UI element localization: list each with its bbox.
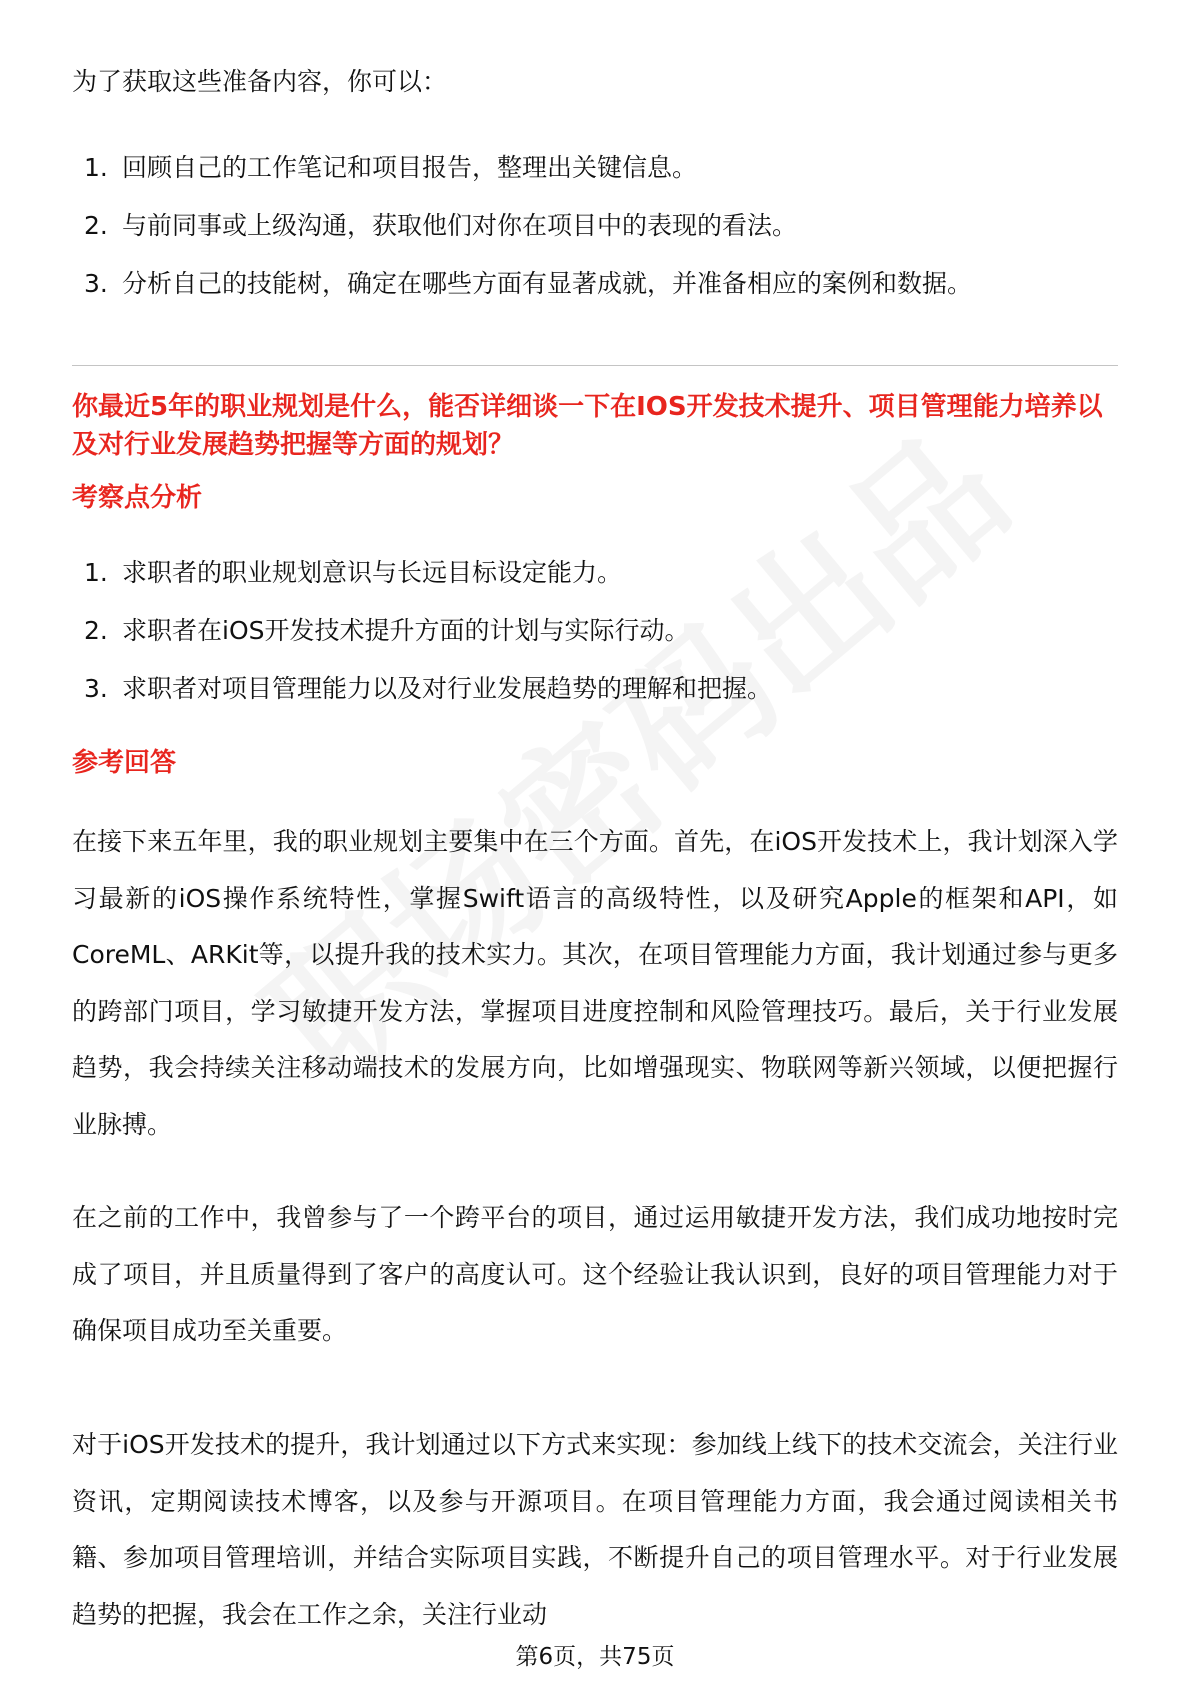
list-item <box>84 555 1114 613</box>
list-item-text: 与前同事或上级沟通，获取他们对你在项目中的表现的看法。 <box>122 211 798 240</box>
list-item-text: 求职者的职业规划意识与长远目标设定能力。 <box>122 558 623 587</box>
list-item-text: 求职者对项目管理能力以及对行业发展趋势的理解和把握。 <box>122 674 773 703</box>
list-item-text: 求职者在iOS开发技术提升方面的计划与实际行动。 <box>122 616 690 645</box>
answer-heading: 参考回答 <box>72 748 177 778</box>
list-item <box>84 150 1114 208</box>
answer-paragraph: 对于iOS开发技术的提升，我计划通过以下方式来实现：参加线上线下的技术交流会，关注行业资讯，定期阅读技术博客，以及参与开源项目。在项目管理能力方面，我会通过阅读相关书籍、参加项目管理培训，并结合实际项目实践，不断提升自己的项目管理水平。对于行业发展趋势的把握，我会在工作之余，关注行业动 <box>72 1430 1118 1629</box>
answer-paragraph: 在接下来五年里，我的职业规划主要集中在三个方面。首先，在iOS开发技术上，我计划深入学习最新的iOS操作系统特性，掌握Swift语言的高级特性，以及研究Apple的框架和API，如CoreML、ARKit等，以提升我的技术实力。其次，在项目管理能力方面，我计划通过参与更多的跨部门项目，学习敏捷开发方法，掌握项目进度控制和风险管理技巧。最后，关于行业发展趋势，我会持续关注移动端技术的发展方向，比如增强现实、物联网等新兴领域，以便把握行业脉搏。 <box>72 827 1118 1139</box>
analysis-heading: 考察点分析 <box>72 483 203 513</box>
list-item <box>84 613 1114 671</box>
analysis-list <box>84 555 1114 729</box>
list-number: 2. <box>84 616 108 645</box>
list-item-text: 分析自己的技能树，确定在哪些方面有显著成就，并准备相应的案例和数据。 <box>122 269 973 298</box>
list-item <box>84 671 1114 729</box>
list-number: 3. <box>84 674 108 703</box>
list-number: 1. <box>84 558 108 587</box>
section-divider <box>72 365 1118 366</box>
list-item <box>84 266 1114 324</box>
prep-list <box>84 150 1114 324</box>
list-item <box>84 208 1114 266</box>
list-item-text: 回顾自己的工作笔记和项目报告，整理出关键信息。 <box>122 153 698 182</box>
question-heading: 你最近5年的职业规划是什么，能否详细谈一下在IOS开发技术提升、项目管理能力培养以及对行业发展趋势把握等方面的规划？ <box>72 392 1103 460</box>
answer-paragraph: 在之前的工作中，我曾参与了一个跨平台的项目，通过运用敏捷开发方法，我们成功地按时完成了项目，并且质量得到了客户的高度认可。这个经验让我认识到，良好的项目管理能力对于确保项目成功至关重要。 <box>72 1203 1118 1345</box>
list-number: 3. <box>84 269 108 298</box>
list-number: 2. <box>84 211 108 240</box>
document-page <box>72 0 1118 1684</box>
list-number: 1. <box>84 153 108 182</box>
intro-text: 为了获取这些准备内容，你可以： <box>72 67 448 96</box>
page-footer: 第6页，共75页 <box>515 1644 675 1670</box>
